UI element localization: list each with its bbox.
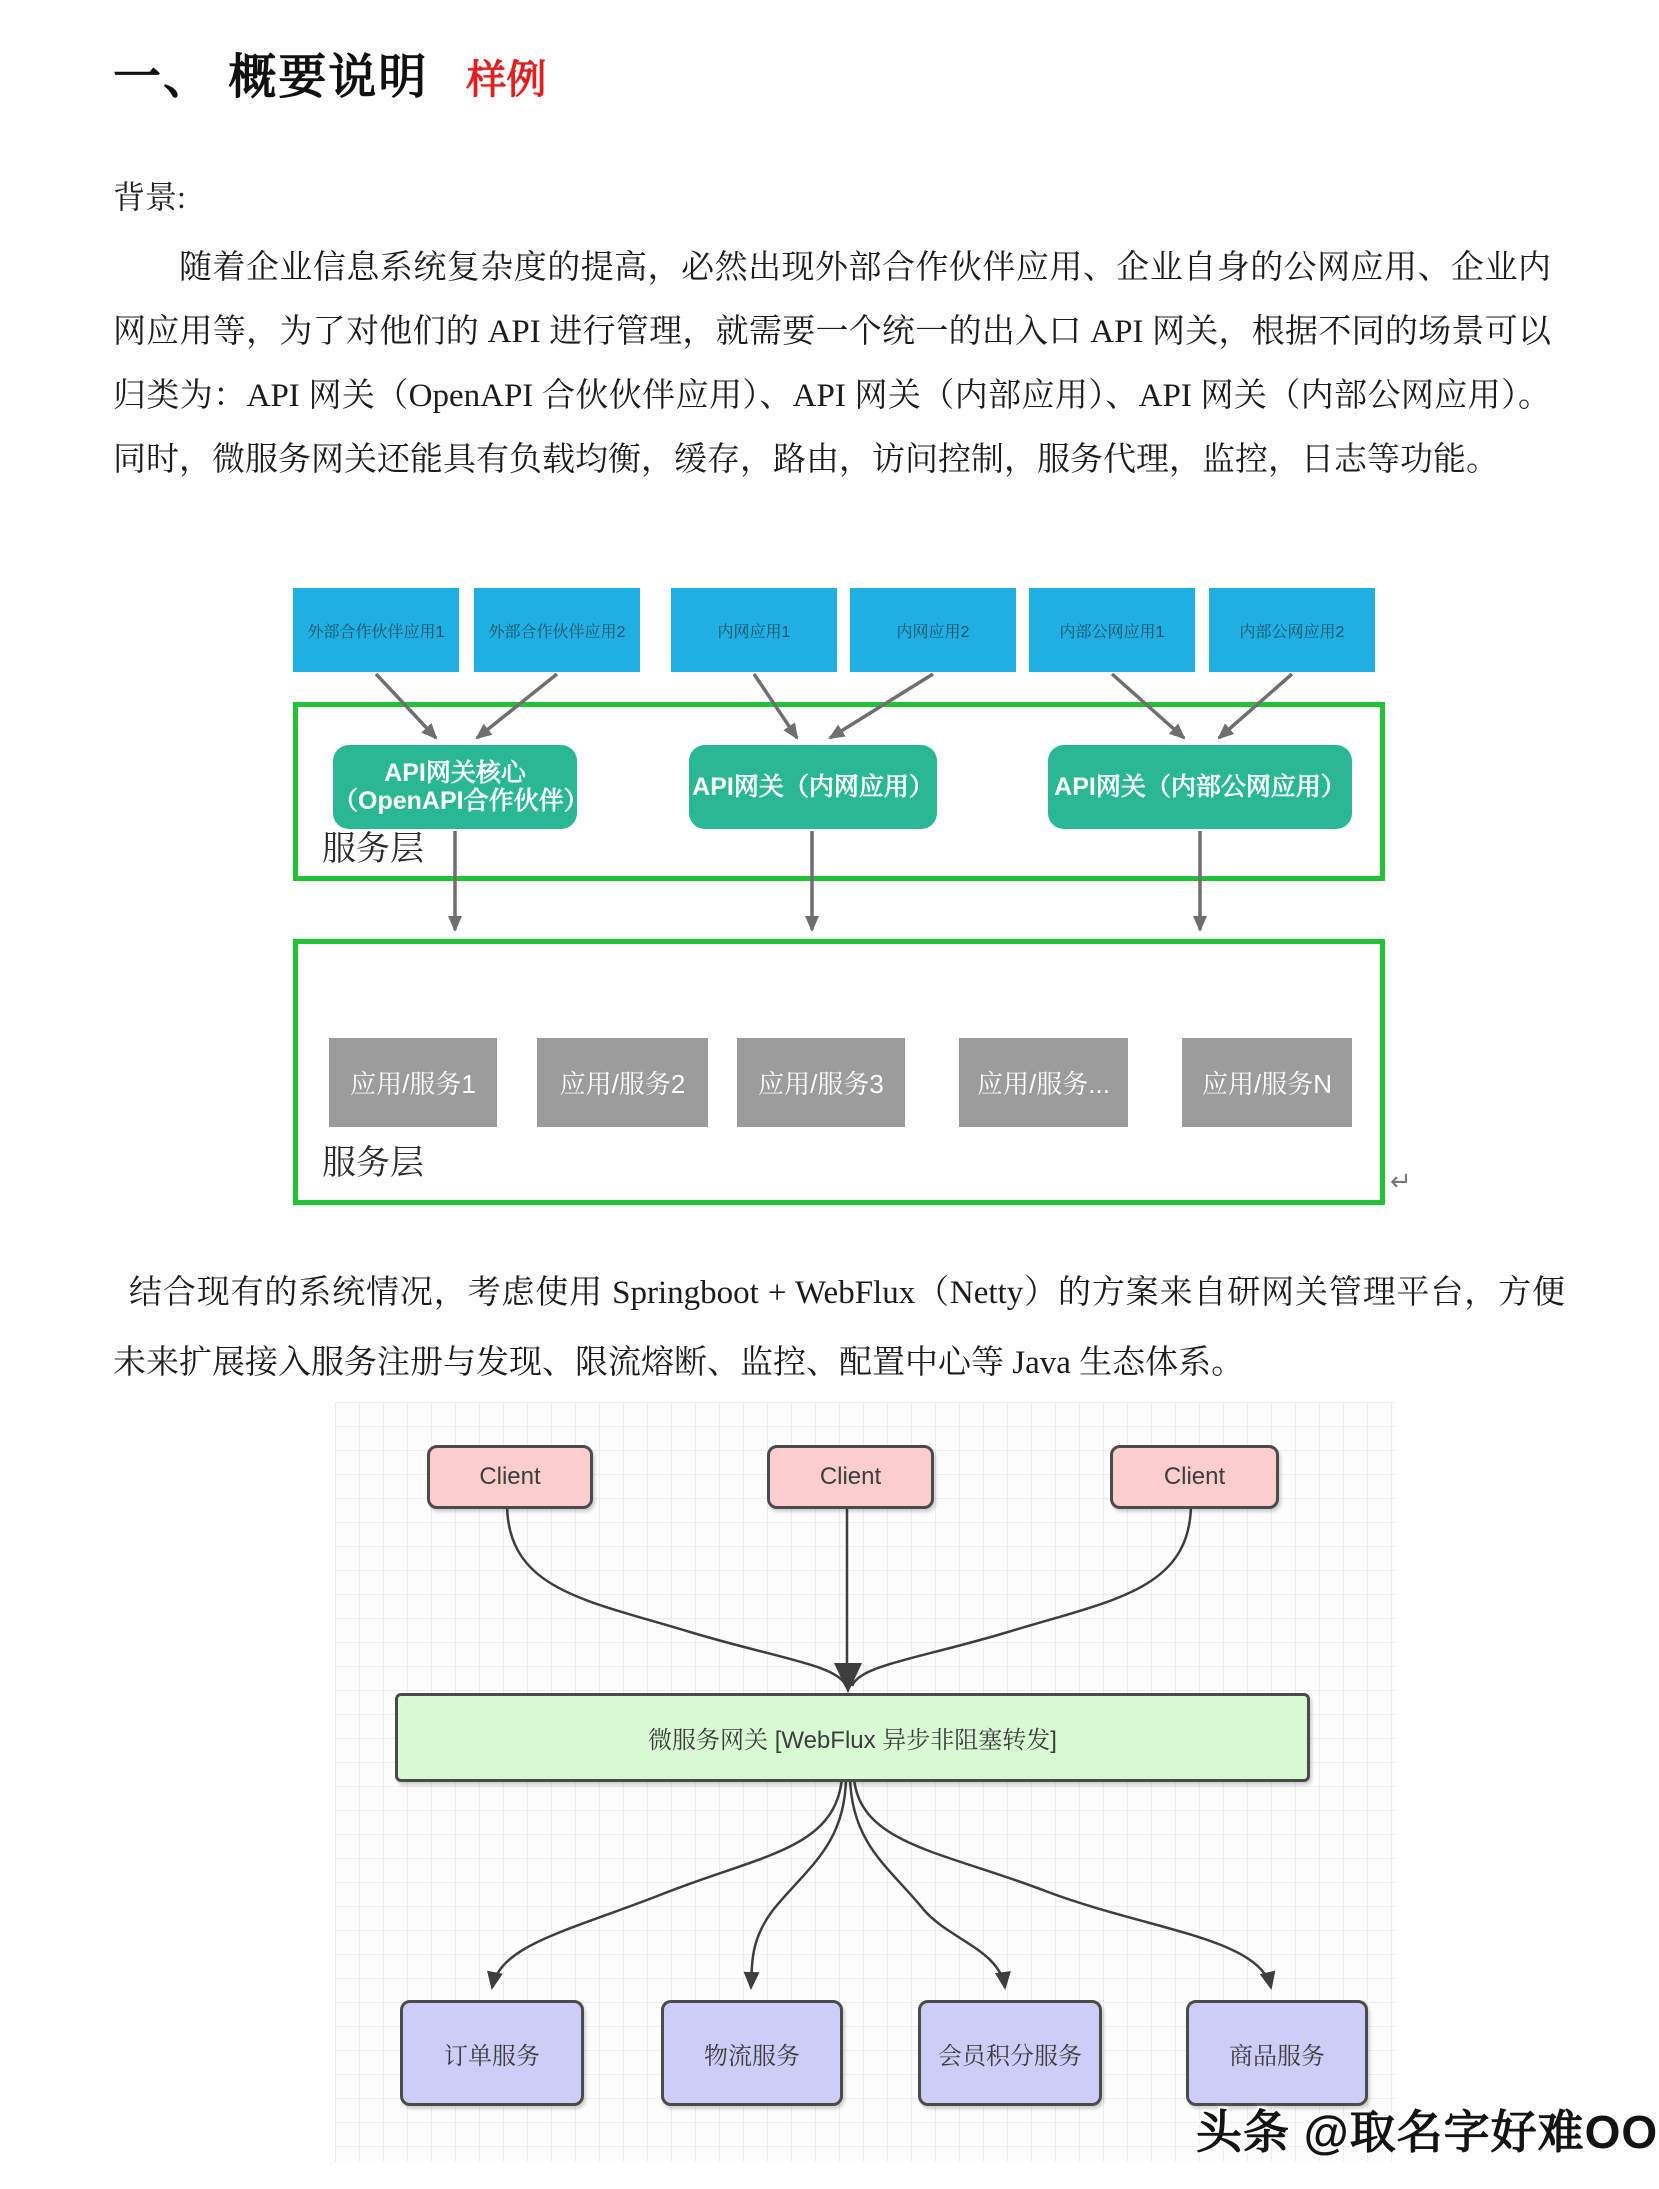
title-sample-tag: 样例 (466, 58, 547, 102)
app-box-partner-2: 外部合作伙伴应用2 (474, 588, 640, 672)
paragraph-background: 随着企业信息系统复杂度的提高，必然出现外部合作伙伴应用、企业自身的公网应用、企业内网应用等，为了对他们的 API 进行管理，就需要一个统一的出入口 API 网关，根据不同的场景可以归类为：API 网关（OpenAPI 合伙伙伴应用）、API 网关（内部应用）、API 网关（内部公网应用）。同时，微服务网关还能具有负载均衡，缓存，路由，访问控制，服务代理，监控，日志等功能。 (113, 250, 1551, 478)
service-box-etc: 应用/服务... (959, 1038, 1128, 1127)
service-box-2: 应用/服务2 (537, 1038, 708, 1127)
logistics-service-box: 物流服务 (661, 2000, 843, 2106)
product-service-box: 商品服务 (1186, 2000, 1368, 2106)
paragraph-return-mark: ↵ (1390, 1166, 1412, 1196)
background-label: 背景: (113, 179, 186, 215)
client-box-1: Client (427, 1445, 593, 1509)
paragraph-solution: 结合现有的系统情况，考虑使用 Springboot + WebFlux（Netty）的方案来自研网关管理平台，方便未来扩展接入服务注册与发现、限流熔断、监控、配置中心等 Java 生态体系。 (113, 1275, 1565, 1381)
app-box-public-1: 内部公网应用1 (1029, 588, 1195, 672)
app-box-intranet-1: 内网应用1 (671, 588, 837, 672)
page-title (113, 38, 546, 107)
order-service-box: 订单服务 (400, 2000, 584, 2106)
title-text: 一、 概要说明 (113, 51, 429, 104)
service-layer-label: 服务层 (322, 830, 424, 868)
service-layer-label: 服务层 (322, 1144, 424, 1182)
gateway-box-intranet: API网关（内网应用） (689, 745, 937, 829)
app-box-public-2: 内部公网应用2 (1209, 588, 1375, 672)
service-box-n: 应用/服务N (1182, 1038, 1352, 1127)
app-box-partner-1: 外部合作伙伴应用1 (293, 588, 459, 672)
service-box-3: 应用/服务3 (737, 1038, 905, 1127)
member-points-service-box: 会员积分服务 (918, 2000, 1102, 2106)
gateway-box-public: API网关（内部公网应用） (1048, 745, 1352, 829)
app-box-intranet-2: 内网应用2 (850, 588, 1016, 672)
watermark-text: 头条 @取名字好难OO (1196, 2106, 1659, 2158)
gateway-box-openapi: API网关核心（OpenAPI合作伙伴） (333, 745, 577, 829)
client-box-2: Client (767, 1445, 934, 1509)
microservice-gateway-box: 微服务网关 [WebFlux 异步非阻塞转发] (395, 1693, 1310, 1782)
client-box-3: Client (1110, 1445, 1279, 1509)
service-box-1: 应用/服务1 (329, 1038, 497, 1127)
